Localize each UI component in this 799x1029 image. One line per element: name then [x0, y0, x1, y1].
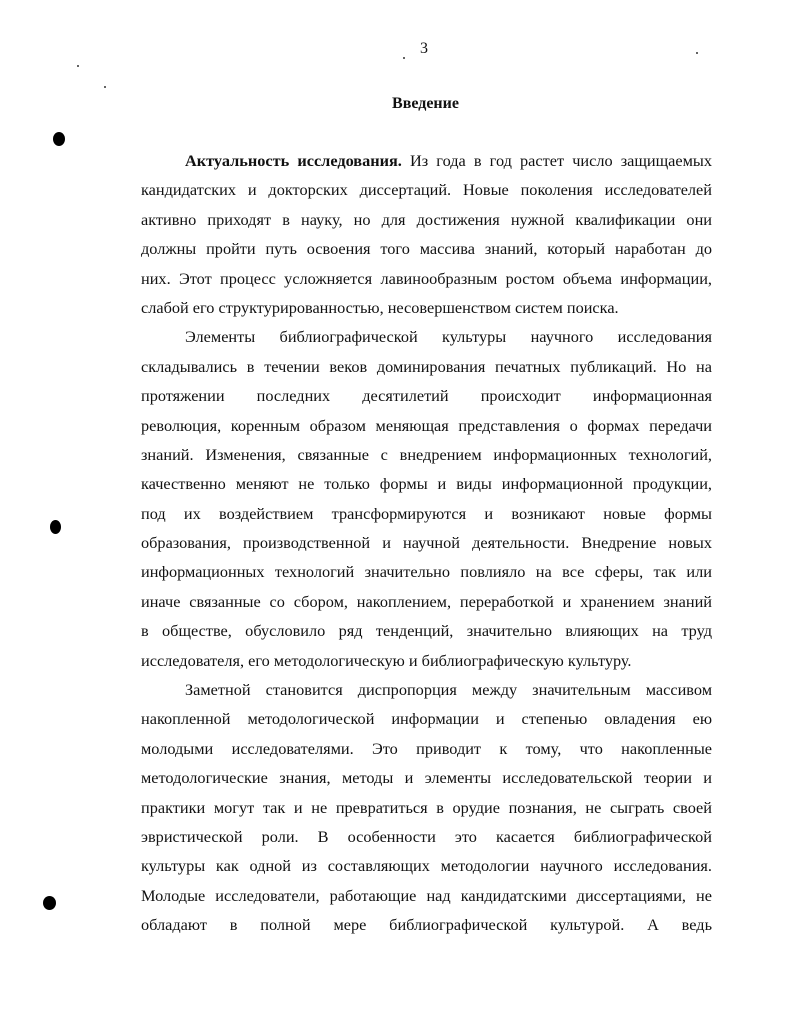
text-line: революция, коренным образом меняющая представления о формах передачи [141, 415, 712, 435]
text-line: информационных технологий значительно повлияло на все сферы, так или [141, 562, 712, 582]
text-line: под их воздействием трансформируются и возникают новые формы [141, 503, 712, 523]
scan-speck [104, 86, 106, 88]
text-line: исследователя, его методологическую и библиографическую культуру. [141, 650, 632, 670]
text-line: накопленной методологической информации и степенью овладения ею [141, 709, 712, 729]
text-line: Молодые исследователи, работающие над кандидатскими диссертациями, не [141, 885, 712, 905]
text-line: практики могут так и не превратиться в орудие познания, не сыграть своей [141, 797, 712, 817]
binder-hole-mark [43, 896, 56, 910]
body-text [141, 146, 712, 940]
page-number: 3 [420, 40, 428, 57]
text-line: знаний. Изменения, связанные с внедрением информационных технологий, [141, 444, 712, 464]
text-line: методологические знания, методы и элементы исследовательской теории и [141, 768, 712, 788]
text-line: Заметной становится диспропорция между значительным массивом [185, 680, 712, 700]
text-line: кандидатских и докторских диссертаций. Новые поколения исследователей [141, 180, 712, 200]
binder-hole-mark [53, 132, 65, 146]
section-title: Введение [392, 95, 459, 112]
text-line: иначе связанные со сбором, накоплением, переработкой и хранением знаний [141, 591, 712, 611]
text-line: складывались в течении веков доминирования печатных публикаций. Но на [141, 356, 712, 376]
text-line: эвристической роли. В особенности это касается библиографической [141, 826, 712, 846]
text-line: должны пройти путь освоения того массива знаний, который наработан до [141, 239, 712, 259]
text-line: Актуальность исследования. Из года в год растет число защищаемых [185, 151, 712, 170]
text-line: культуры как одной из составляющих методологии научного исследования. [141, 856, 712, 876]
scan-speck [403, 57, 405, 59]
text-line: слабой его структурированностью, несовершенством систем поиска. [141, 297, 619, 317]
binder-hole-mark [50, 520, 61, 534]
text-line: качественно меняют не только формы и виды информационной продукции, [141, 474, 712, 494]
scan-speck [696, 52, 698, 54]
paragraph-1 [141, 146, 712, 322]
text-line: протяжении последних десятилетий происходит информационная [141, 386, 712, 406]
text-line: образования, производственной и научной деятельности. Внедрение новых [141, 533, 712, 553]
text-line: обладают в полной мере библиографической культурой. А ведь [141, 915, 712, 935]
paragraph-2 [141, 322, 712, 675]
text-line: Элементы библиографической культуры научного исследования [185, 327, 712, 347]
lead-heading: Актуальность исследования. [185, 151, 402, 170]
paragraph-3 [141, 675, 712, 940]
scan-speck [77, 65, 79, 67]
text-line: в обществе, обусловило ряд тенденций, значительно влияющих на труд [141, 621, 712, 641]
text-line: них. Этот процесс усложняется лавинообразным ростом объема информации, [141, 268, 712, 288]
text-line: молодыми исследователями. Это приводит к тому, что накопленные [141, 738, 712, 758]
text-line: активно приходят в науку, но для достижения нужной квалификации они [141, 209, 712, 229]
